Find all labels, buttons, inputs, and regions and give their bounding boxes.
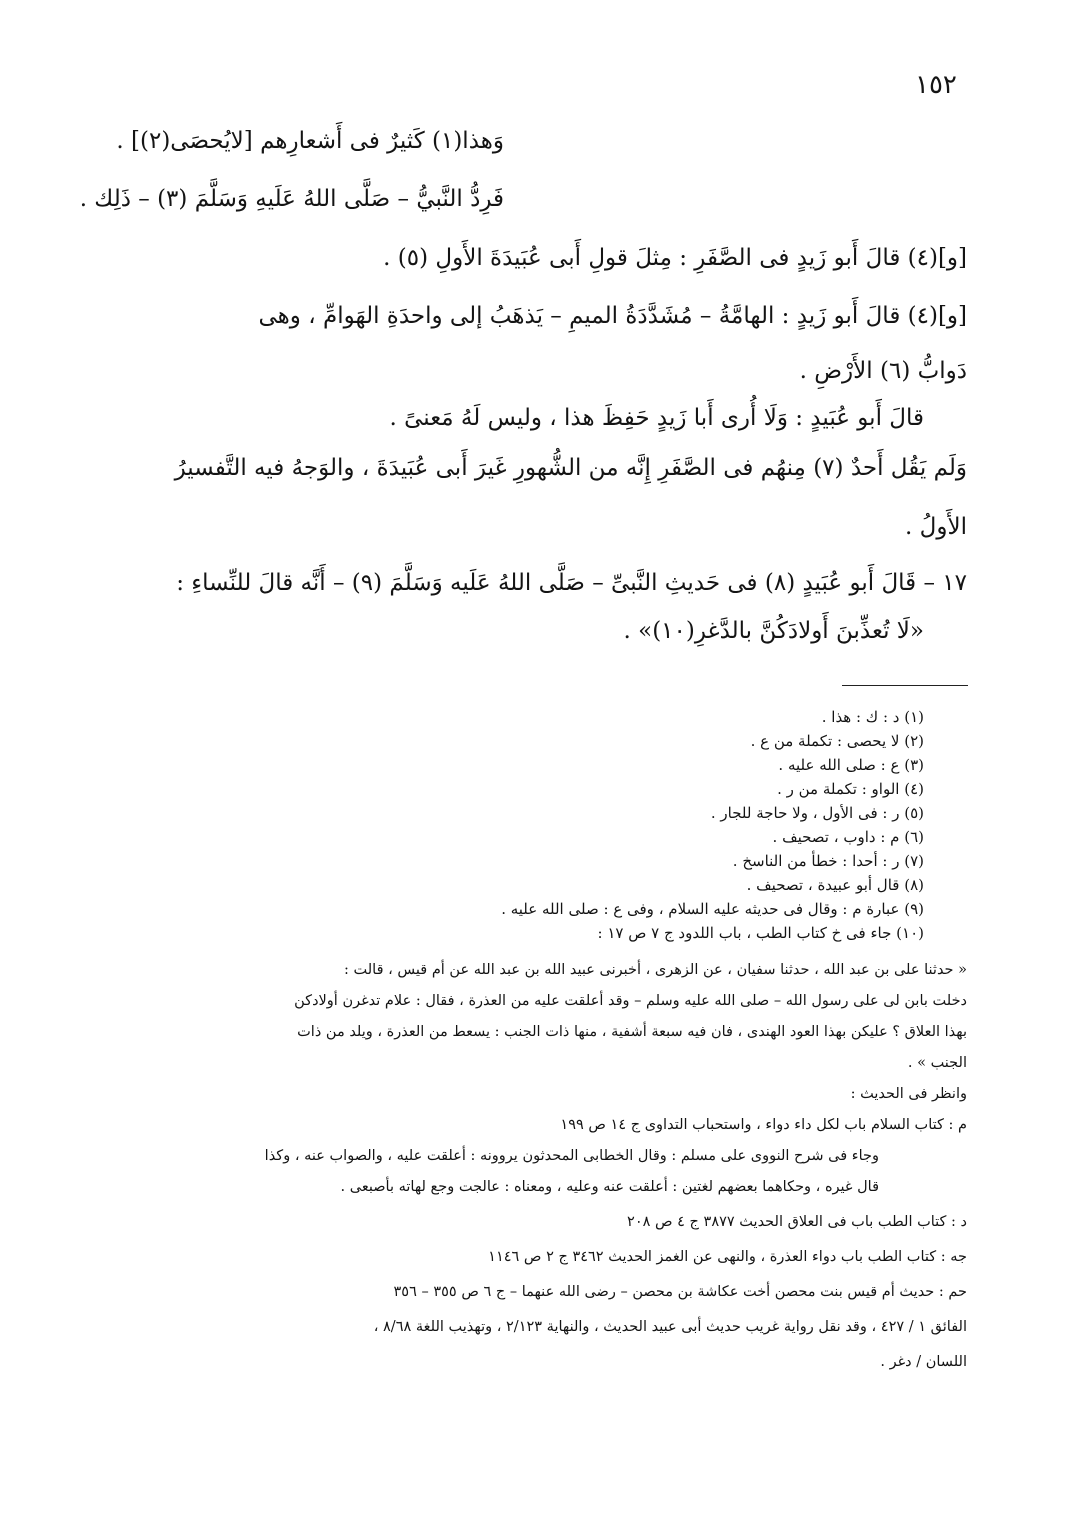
- footnote-2: (٢) لا يحصى : تكملة من ع .: [750, 732, 924, 750]
- commentary-line-4: الجنب » .: [907, 1055, 967, 1071]
- main-line-4: [و](٤) قالَ أَبو زَيدٍ : الهامَّةُ – مُشَدَّدَةُ الميمِ – يَذهَبُ إلى واحدَةِ الهَوامِّ ، وهى: [258, 303, 967, 329]
- commentary-line-9: د : كتاب الطب باب فى العلاق الحديث ٣٨٧٧ ج ٤ ص ٢٠٨: [627, 1214, 967, 1230]
- page-number: ١٥٢: [915, 70, 957, 100]
- main-line-10: «لَا تُعذِّبنَ أَولادَكُنَّ بالدَّغرِ(١٠)» .: [623, 618, 924, 644]
- commentary-line-3: بهذا العلاق ؟ عليكن بهذا العود الهندى ، فان فيه سبعة أشفية ، منها ذات الجنب : يسعط من العذرة ، ويلد من ذات: [297, 1024, 967, 1040]
- main-line-9: ١٧ – قَالَ أَبو عُبَيدٍ (٨) فى حَديثِ النَّبىِّ – صَلَّى اللهُ عَلَيه وَسَلَّمَ (٩) – أَنَّه قالَ للنِّساءِ :: [176, 570, 967, 596]
- commentary-line-10: جه : كتاب الطب باب دواء العذرة ، والنهى عن الغمز الحديث ٣٤٦٢ ج ٢ ص ١١٤٦: [488, 1249, 967, 1265]
- footnote-3: (٣) ع : صلى الله عليه .: [778, 756, 924, 774]
- main-line-5: دَوابُّ (٦) الأَرْضِ .: [799, 358, 967, 384]
- footnote-9: (٩) عبارة م : وقال فى حديثه عليه السلام ، وفى ع : صلى الله عليه .: [501, 900, 924, 918]
- footnote-separator: [842, 685, 968, 686]
- commentary-line-1: « حدثنا على بن عبد الله ، حدثنا سفيان ، عن الزهرى ، أخبرنى عبيد الله بن عبد الله عن أم قيس ، قالت :: [344, 962, 967, 978]
- main-line-8: الأَولُ .: [905, 514, 967, 540]
- footnote-8: (٨) قال أبو عبيدة ، تصحيف .: [746, 876, 924, 894]
- main-line-7: وَلَم يَقُل أَحدٌ (٧) مِنهُم فى الصَّفَرِ إِنَّه من الشُّهورِ غَيرَ أَبى عُبَيدَةَ ، والوَجهُ فيه التَّفسيرُ: [174, 455, 967, 481]
- main-line-1: وَهذا(١) كَثيرٌ فى أَشعارِهم [لايُحصَى(٢)] .: [116, 128, 504, 154]
- footnote-10: (١٠) جاء فى خ كتاب الطب ، باب اللدود ج ٧ ص ١٧ :: [597, 924, 924, 942]
- main-line-3: [و](٤) قالَ أَبو زَيدٍ فى الصَّفَرِ : مِثلَ قولِ أَبى عُبَيدَةَ الأَولِ (٥) .: [383, 245, 967, 271]
- commentary-line-5: وانظر فى الحديث :: [850, 1086, 967, 1102]
- footnote-5: (٥) ر : فى الأول ، ولا حاجة للجار .: [710, 804, 924, 822]
- footnote-1: (١) د : ك : هذا .: [821, 708, 924, 726]
- commentary-line-12: الفائق ١ / ٤٢٧ ، وقد نقل رواية غريب حديث أبى عبيد الحديث ، والنهاية ٢/١٢٣ ، وتهذيب اللغة ٨/٦٨ ،: [373, 1319, 967, 1335]
- footnote-4: (٤) الواو : تكملة من ر .: [777, 780, 924, 798]
- commentary-line-8: قال غيره ، وحكاهما بعضهم لغتين : أعلقت عنه وعليه ، ومعناه : عالجت وجع لهاته بأصبعى .: [340, 1179, 879, 1195]
- commentary-line-13: اللسان / دغر .: [880, 1354, 967, 1370]
- commentary-line-6: م : كتاب السلام باب لكل داء دواء ، واستحباب التداوى ج ١٤ ص ١٩٩: [560, 1117, 967, 1133]
- main-line-6: قالَ أَبو عُبَيدٍ : وَلَا أُرى أَبا زَيدٍ حَفِظَ هذا ، وليس لَهُ مَعنىً .: [389, 405, 924, 431]
- footnote-7: (٧) ر : أحدا : خطأ من الناسخ .: [732, 852, 924, 870]
- footnote-6: (٦) م : داوب ، تصحيف .: [772, 828, 924, 846]
- commentary-line-11: حم : حديث أم قيس بنت محصن أخت عكاشة بن محصن – رضى الله عنهما – ج ٦ ص ٣٥٥ – ٣٥٦: [393, 1284, 967, 1300]
- commentary-line-7: وجاء فى شرح النووى على مسلم : وقال الخطابى المحدثون يروونه : أعلقت عليه ، والصواب عنه ، وكذا: [264, 1148, 879, 1164]
- commentary-line-2: دخلت بابن لى على رسول الله – صلى الله عليه وسلم – وقد أعلقت عليه من العذرة ، فقال : علام تدغرن أولادكن: [294, 993, 967, 1009]
- main-line-2: فَرِدُّ النَّبيُّ – صَلَّى اللهُ عَلَيهِ وَسَلَّمَ (٣) – ذَلِك .: [79, 186, 504, 212]
